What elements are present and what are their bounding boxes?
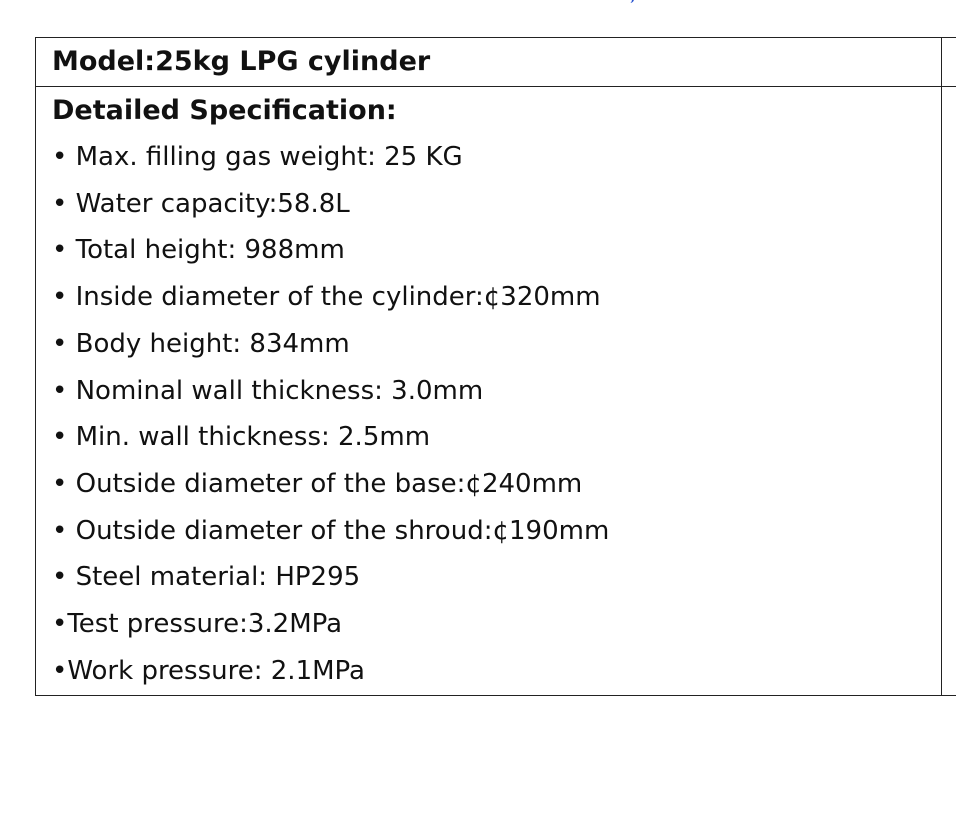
spec-item: • Nominal wall thickness: 3.0mm <box>52 375 484 406</box>
spec-item: • Outside diameter of the base:¢240mm <box>52 468 583 499</box>
model-row <box>36 38 956 87</box>
spec-item: •Work pressure: 2.1MPa <box>52 655 365 686</box>
side-cell <box>942 87 956 696</box>
details-cell <box>36 87 942 696</box>
model-title: Model:25kg LPG cylinder <box>36 38 942 87</box>
spec-item: • Steel material: HP295 <box>52 562 361 593</box>
spec-item: • Water capacity:58.8L <box>52 188 350 219</box>
top-edge-mark <box>628 0 634 3</box>
spec-item: • Min. wall thickness: 2.5mm <box>52 422 431 453</box>
side-cell <box>942 38 956 87</box>
details-row <box>36 87 956 696</box>
spec-item: • Outside diameter of the shroud:¢190mm <box>52 515 610 546</box>
spec-item: • Max. filling gas weight: 25 KG <box>52 142 463 172</box>
spec-item: • Body height: 834mm <box>52 328 350 359</box>
spec-item: •Test pressure:3.2MPa <box>52 609 343 640</box>
spec-item: • Total height: 988mm <box>52 235 345 266</box>
details-heading: Detailed Specification: <box>52 95 397 126</box>
spec-list <box>52 134 941 694</box>
spec-item: • Inside diameter of the cylinder:¢320mm <box>52 282 601 313</box>
spec-table <box>35 37 956 696</box>
